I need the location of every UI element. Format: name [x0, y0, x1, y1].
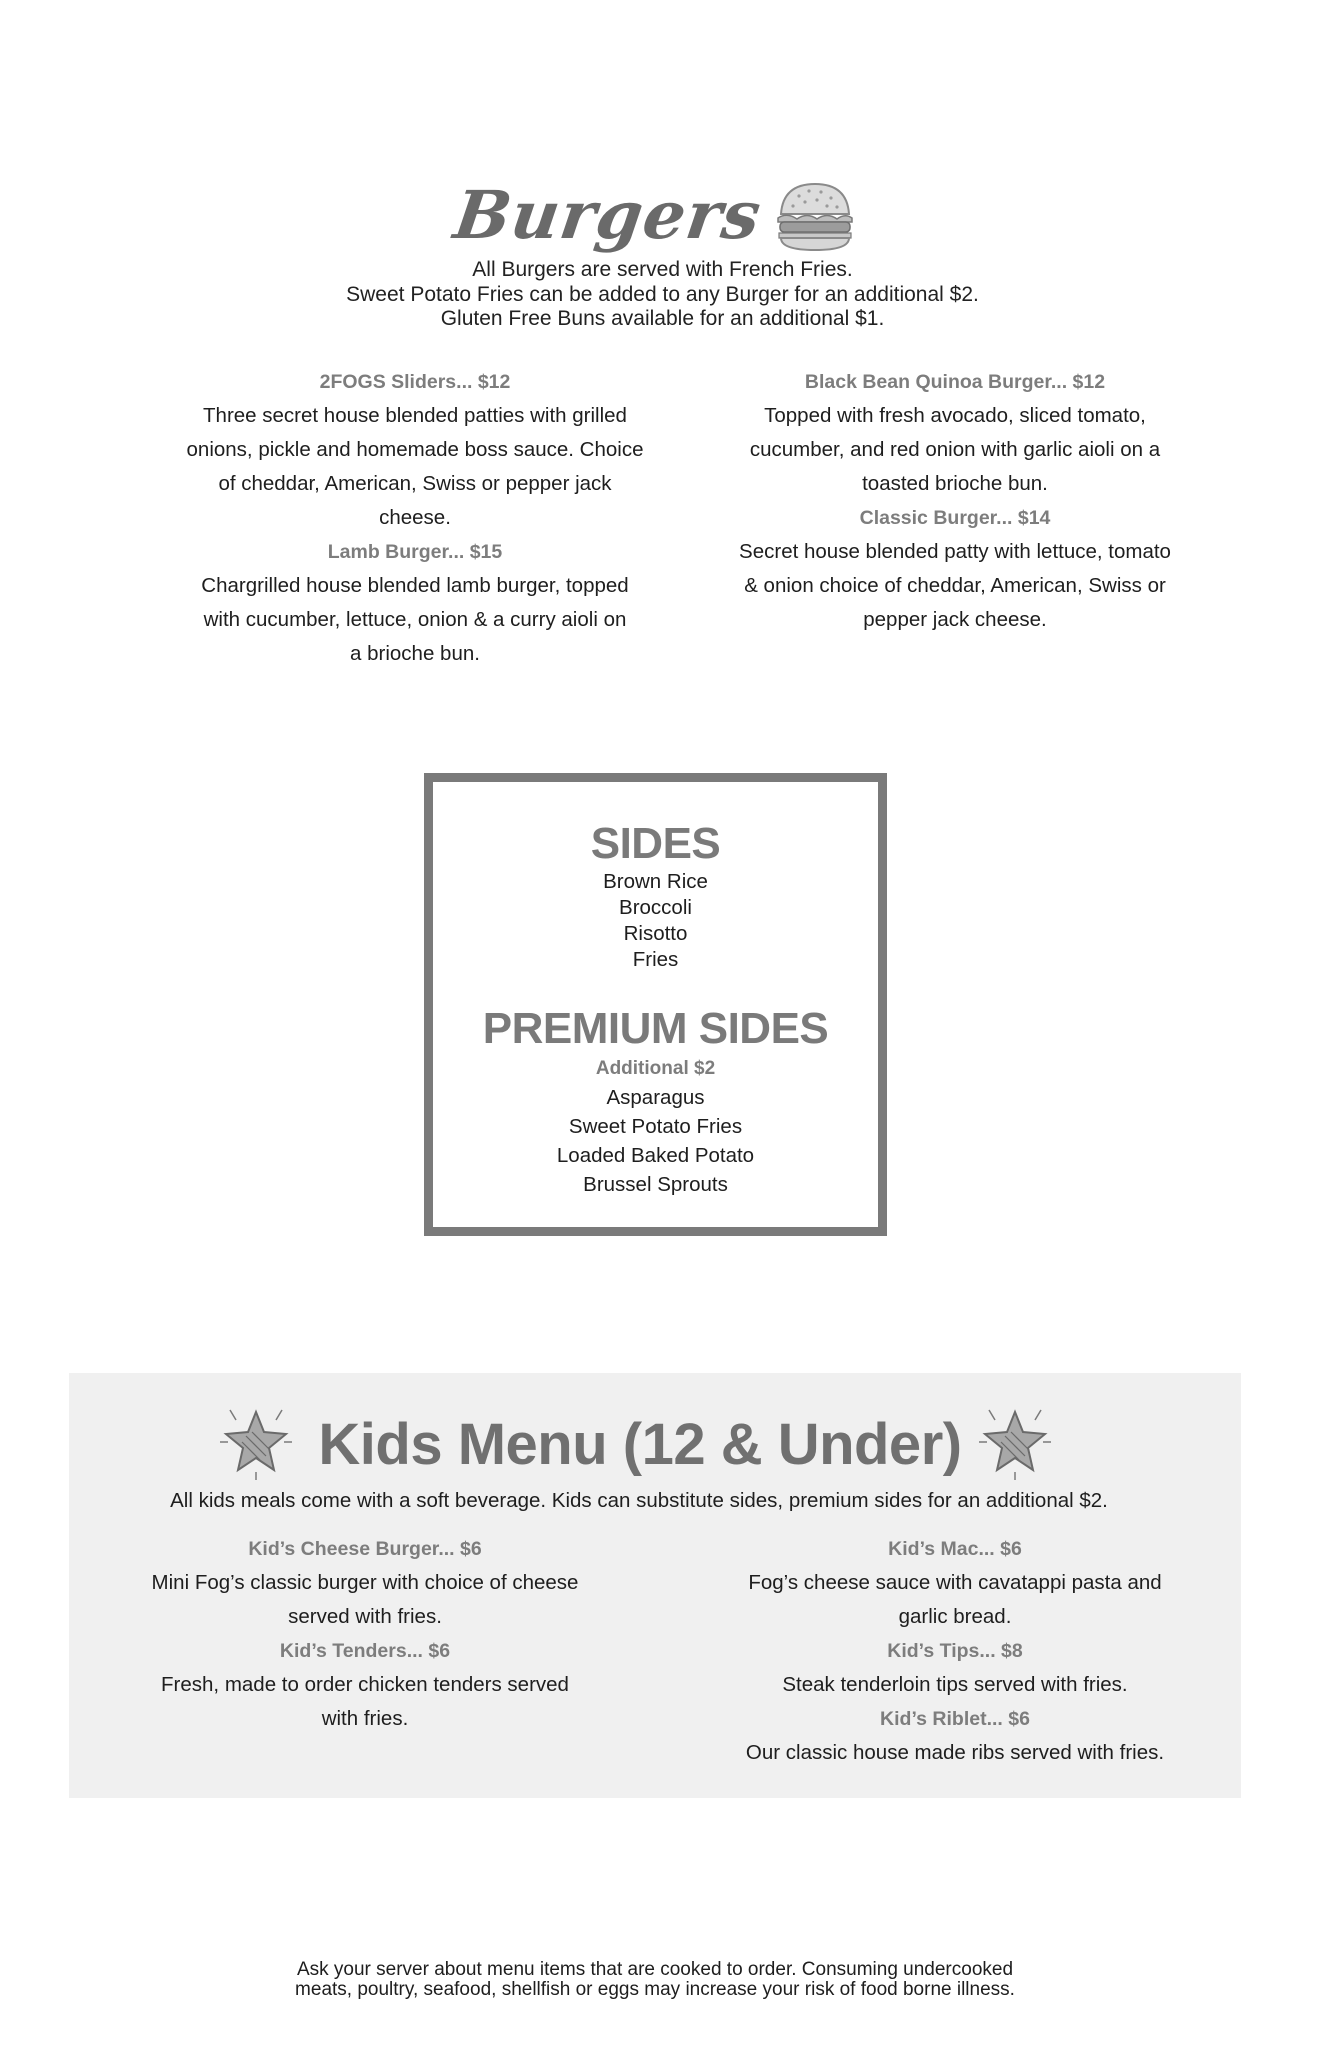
- side-item: Brown Rice: [603, 870, 708, 893]
- premium-side-item: Asparagus: [606, 1086, 705, 1109]
- kids-menu-intro: All kids meals come with a soft beverage. Kids can substitute sides, premium sides for an additional $2.: [170, 1489, 1108, 1512]
- menu-item-name: 2FOGS Sliders... $12: [319, 371, 511, 393]
- menu-item-desc: a brioche bun.: [350, 642, 480, 665]
- menu-item-desc: toasted brioche bun.: [862, 472, 1048, 495]
- menu-item-name: Kid’s Riblet... $6: [880, 1708, 1030, 1730]
- disclaimer-line: Ask your server about menu items that are cooked to order. Consuming undercooked: [296, 1959, 1014, 1980]
- menu-item-desc: Our classic house made ribs served with fries.: [745, 1741, 1165, 1764]
- premium-side-item: Sweet Potato Fries: [568, 1115, 743, 1138]
- kids-left-column: [130, 1532, 600, 1736]
- star-icon: [216, 1402, 296, 1482]
- premium-sides-price-note: Additional $2: [595, 1058, 716, 1079]
- premium-side-item: Loaded Baked Potato: [556, 1144, 755, 1167]
- menu-item-name: Kid’s Cheese Burger... $6: [248, 1538, 482, 1560]
- burgers-intro-line-3: Gluten Free Buns available for an additional $1.: [440, 307, 885, 330]
- menu-item-desc: with cucumber, lettuce, onion & a curry aioli on: [203, 608, 627, 631]
- menu-item-desc: served with fries.: [288, 1605, 442, 1628]
- menu-item-desc: cheese.: [379, 506, 451, 529]
- premium-sides-heading: PREMIUM SIDES: [482, 1004, 829, 1053]
- menu-item-desc: with fries.: [321, 1707, 409, 1730]
- food-safety-disclaimer: [0, 1960, 1310, 2000]
- menu-item-desc: Fog’s cheese sauce with cavatappi pasta and: [748, 1571, 1162, 1594]
- menu-item-name: Black Bean Quinoa Burger... $12: [804, 371, 1106, 393]
- disclaimer-line: meats, poultry, seafood, shellfish or eggs may increase your risk of food borne illness.: [295, 1979, 1015, 2000]
- side-item: Broccoli: [619, 896, 692, 919]
- menu-item-name: Classic Burger... $14: [859, 507, 1051, 529]
- menu-item-desc: cucumber, and red onion with garlic aioli on a: [749, 438, 1161, 461]
- menu-item-desc: Secret house blended patty with lettuce, tomato: [739, 540, 1171, 563]
- burgers-title: Burgers: [449, 176, 767, 254]
- menu-item-desc: Three secret house blended patties with grilled: [203, 404, 627, 427]
- menu-item-desc: garlic bread.: [898, 1605, 1012, 1628]
- menu-item-desc: Fresh, made to order chicken tenders served: [161, 1673, 569, 1696]
- menu-item-desc: Topped with fresh avocado, sliced tomato,: [764, 404, 1146, 427]
- menu-item-name: Lamb Burger... $15: [327, 541, 503, 563]
- sides-heading: SIDES: [590, 819, 721, 868]
- sides-box: [424, 773, 887, 1236]
- burgers-intro-line-1: All Burgers are served with French Fries.: [472, 258, 853, 281]
- burger-icon: [775, 180, 855, 254]
- burgers-left-column: [170, 365, 660, 671]
- menu-item-desc: of cheddar, American, Swiss or pepper jack: [218, 472, 612, 495]
- side-item: Fries: [632, 948, 679, 971]
- burgers-right-column: [710, 365, 1200, 637]
- menu-item-desc: Chargrilled house blended lamb burger, topped: [201, 574, 629, 597]
- kids-right-column: [720, 1532, 1190, 1770]
- burgers-intro-line-2: Sweet Potato Fries can be added to any Burger for an additional $2.: [346, 283, 979, 306]
- menu-item-desc: & onion choice of cheddar, American, Swiss or: [744, 574, 1166, 597]
- menu-item-desc: Steak tenderloin tips served with fries.: [782, 1673, 1128, 1696]
- star-icon: [975, 1402, 1055, 1482]
- menu-item-name: Kid’s Tenders... $6: [279, 1640, 451, 1662]
- side-item: Risotto: [623, 922, 688, 945]
- premium-side-item: Brussel Sprouts: [583, 1173, 728, 1196]
- menu-item-desc: Mini Fog’s classic burger with choice of cheese: [151, 1571, 579, 1594]
- menu-item-desc: onions, pickle and homemade boss sauce. Choice: [186, 438, 644, 461]
- kids-menu-title: Kids Menu (12 & Under): [318, 1412, 962, 1477]
- menu-item-desc: pepper jack cheese.: [863, 608, 1047, 631]
- menu-item-name: Kid’s Mac... $6: [888, 1538, 1022, 1560]
- menu-item-name: Kid’s Tips... $8: [887, 1640, 1023, 1662]
